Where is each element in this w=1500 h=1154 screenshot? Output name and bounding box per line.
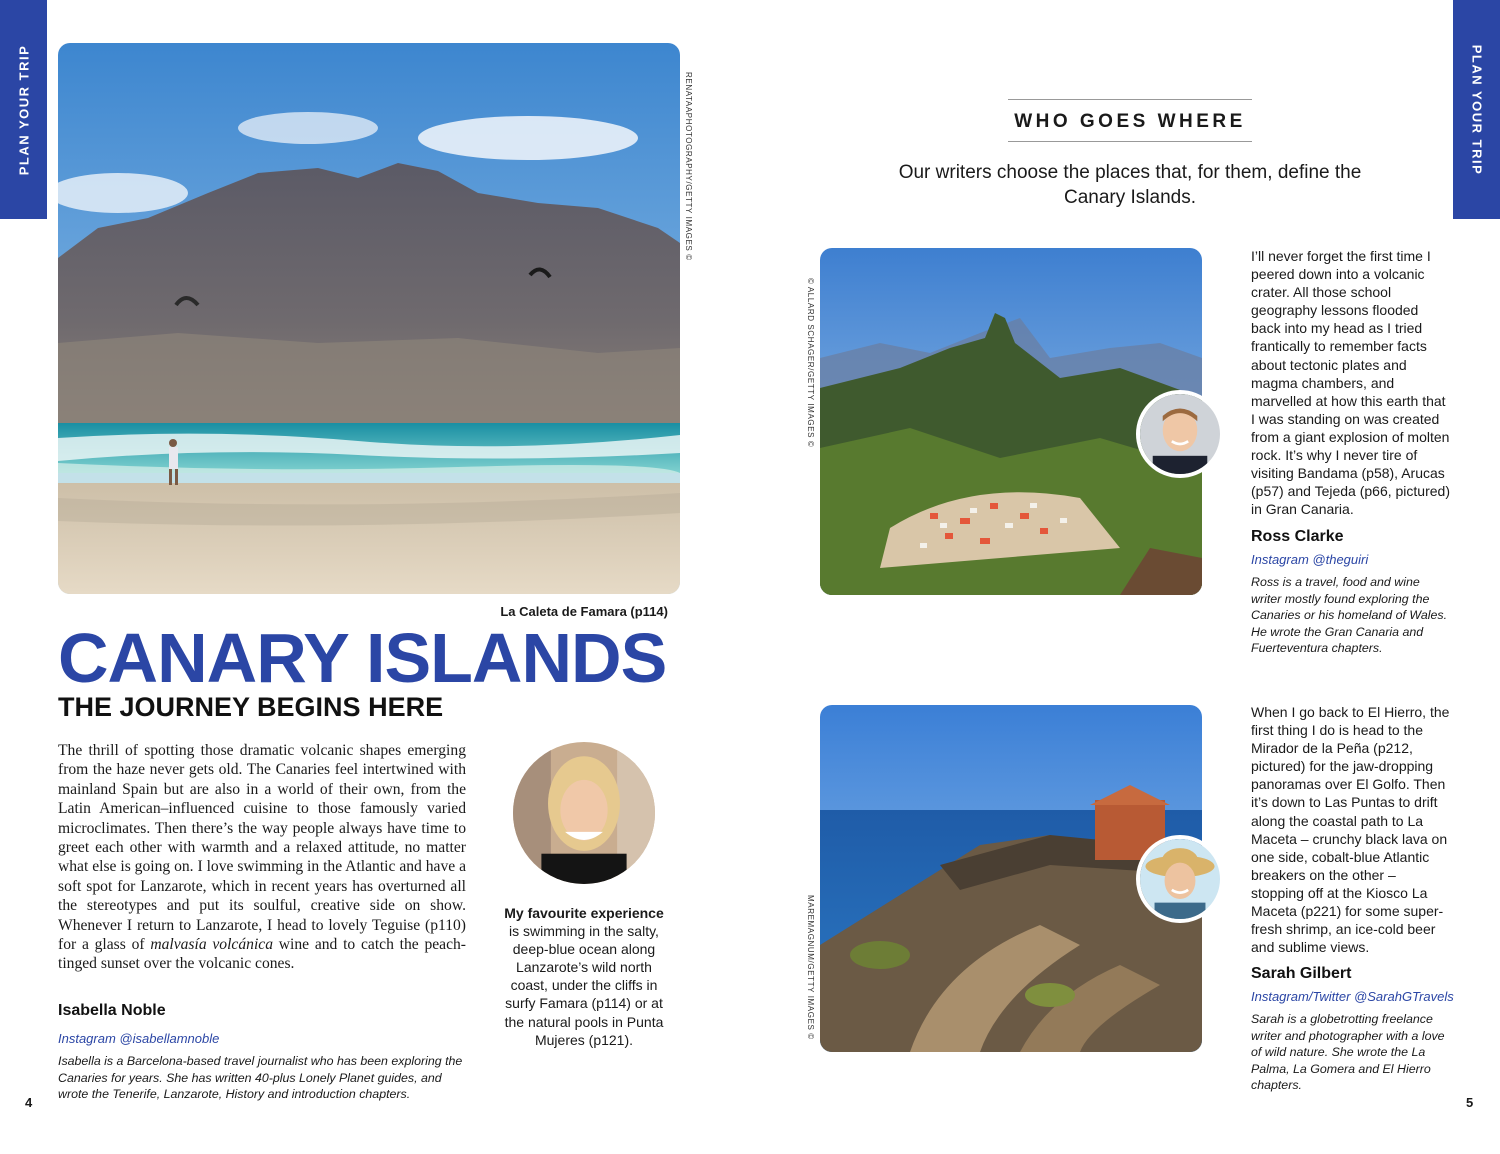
author-handle-isabella[interactable]: Instagram @isabellamnoble [58, 1031, 220, 1046]
famara-beach-photo [58, 43, 680, 594]
tejeda-photo-credit: © ALLARD SCHAGER/GETTY IMAGES © [806, 278, 815, 448]
page-number-left: 4 [25, 1095, 33, 1110]
author-handle-ross[interactable]: Instagram @theguiri [1251, 552, 1369, 567]
favourite-experience-label: My favourite experience [504, 905, 664, 921]
page-subtitle: THE JOURNEY BEGINS HERE [58, 692, 444, 722]
avatar-isabella [509, 738, 659, 888]
author-handle-sarah[interactable]: Instagram/Twitter @SarahGTravels [1251, 989, 1454, 1004]
author-name-isabella: Isabella Noble [58, 1002, 166, 1019]
writer1-essay: I’ll never forget the first time I peered down into a volcanic crater. All those school geography lessons flooded back into my head as I tried frantically to remember facts about tectonic plates and magma chambers, and marvelled at how this earth that I was standing on was created from a giant explosion of molten rock. It’s why I never tire of visiting Bandama (p58), Arucas (p57) and Tejeda (p66, pictured) in Gran Canaria. [1251, 248, 1450, 518]
author-bio-isabella: Isabella is a Barcelona-based travel journalist who has been exploring the Canaries for years. She has written 40-plus Lonely Planet guides, and wrote the Tenerife, Lanzarote, History and introduction chapters. [58, 1054, 463, 1102]
favourite-experience [504, 904, 664, 1049]
plan-your-trip-tab-right [1453, 0, 1500, 219]
section-header [1008, 99, 1252, 142]
section-intro: Our writers choose the places that, for them, define the Canary Islands. [898, 162, 1362, 208]
plan-your-trip-label-right: PLAN YOUR TRIP [1469, 44, 1484, 175]
main-photo-credit: RENATAAPHOTOGRAPHY/GETTY IMAGES © [684, 72, 693, 261]
writer2-essay: When I go back to El Hierro, the first thing I do is head to the Mirador de la Peña (p212, pictured) for the jaw-dropping panoramas over El Golfo. Then it’s down to Las Puntas to drift along the coastal path to La Maceta – crunchy black lava on one side, cobalt-blue Atlantic breakers on the other – stopping off at the Kiosco La Maceta (p221) for some super-fresh shrimp, an ice-cold beer and sublime views. [1251, 704, 1450, 956]
mirador-photo-credit: MAREMAGNUM/GETTY IMAGES © [806, 895, 815, 1040]
author-bio-ross: Ross is a travel, food and wine writer mostly found exploring the Canaries or his homeland of Wales. He wrote the Gran Canaria and Fuerteventura chapters. [1251, 575, 1448, 656]
author-name-ross: Ross Clarke [1251, 528, 1344, 545]
avatar-sarah-gilbert [1136, 835, 1224, 923]
body-text-part2: wine and to catch the peach-tinged sunset over the volcanic cones. [58, 936, 466, 973]
body-text-italic: malvasía volcánica [150, 936, 273, 954]
section-title: WHO GOES WHERE [1014, 111, 1246, 132]
intro-body-text [58, 741, 466, 974]
favourite-experience-text: is swimming in the salty, deep-blue ocean along Lanzarote’s wild north coast, under the cliffs in surfy Famara (p114) or at the natural pools in Punta Mujeres (p121). [504, 923, 664, 1048]
plan-your-trip-label-left: PLAN YOUR TRIP [16, 44, 31, 175]
body-text-part1: The thrill of spotting those dramatic volcanic shapes emerging from the haze never gets old. The Canaries feel intertwined with mainland Spain but are also in a world of their own, from the Latin American–influenced cuisine to those famously varied microclimates. Then there’s the way people always have time to greet each other with warmth and a relaxed attitude, no matter what else is going on. I love swimming in the Atlantic and have a soft spot for Lanzarote, which in recent years has overturned all the stereotypes and put its soulful, creative side on show. Whenever I return to Lanzarote, I head to lovely Teguise (p110) for a glass of [58, 742, 466, 954]
photo-caption: La Caleta de Famara (p114) [500, 604, 668, 619]
author-bio-sarah: Sarah is a globetrotting freelance writer and photographer with a love of wild nature. She wrote the La Palma, La Gomera and El Hierro chapters. [1251, 1012, 1445, 1093]
avatar-ross-clarke [1136, 390, 1224, 478]
page-number-right: 5 [1466, 1095, 1474, 1110]
author-name-sarah: Sarah Gilbert [1251, 965, 1352, 982]
plan-your-trip-tab-left [0, 0, 47, 219]
page-title: CANARY ISLANDS [58, 619, 667, 697]
header-rule-bottom [1008, 141, 1252, 142]
